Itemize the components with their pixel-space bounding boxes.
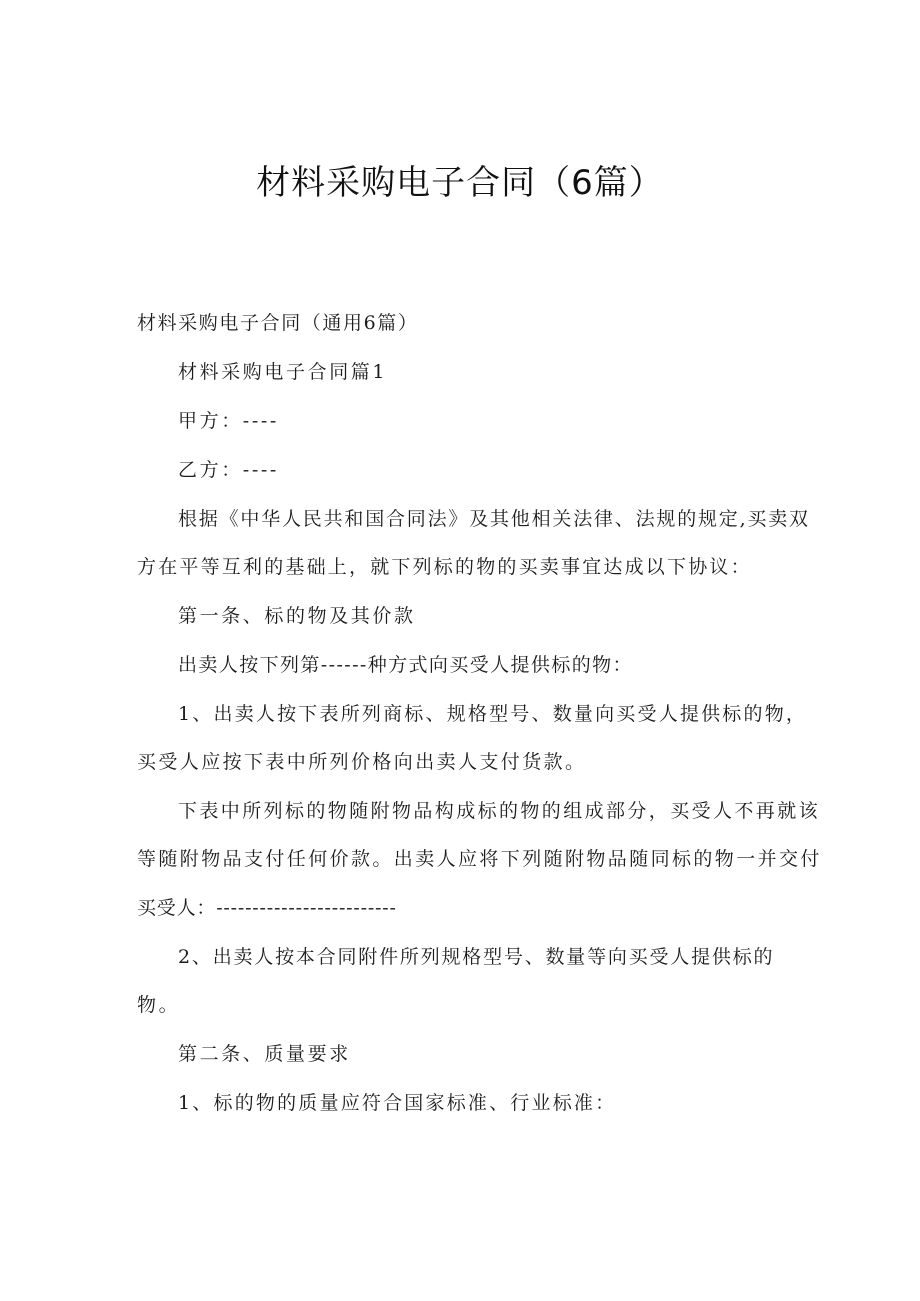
paragraph-line: 2、出卖人按本合同附件所列规格型号、数量等向买受人提供标的	[178, 946, 775, 968]
document-title: 材料采购电子合同（6篇）	[256, 163, 664, 203]
paragraph-line: 方在平等互利的基础上，就下列标的物的买卖事宜达成以下协议：	[137, 556, 752, 578]
paragraph-line: 1、出卖人按下表所列商标、规格型号、数量向买受人提供标的物，	[178, 703, 808, 725]
party-b-line: 乙方：----	[178, 459, 279, 481]
paragraph-line: 买受人应按下表中所列价格向出卖人支付货款。	[137, 751, 587, 773]
paragraph-line: 1、标的物的质量应符合国家标准、行业标准：	[178, 1092, 617, 1114]
paragraph-line: 买受人：-------------------------	[137, 897, 397, 919]
paragraph-line: 根据《中华人民共和国合同法》及其他相关法律、法规的规定,买卖双	[178, 508, 810, 530]
paragraph-line: 出卖人按下列第------种方式向买受人提供标的物：	[178, 654, 633, 676]
article-heading: 第二条、质量要求	[178, 1043, 351, 1065]
paragraph-line: 物。	[137, 994, 181, 1016]
subtitle-line: 材料采购电子合同（通用6篇）	[137, 312, 419, 334]
article-heading: 第一条、标的物及其价款	[178, 605, 416, 627]
party-a-line: 甲方：----	[178, 410, 279, 432]
section-heading: 材料采购电子合同篇1	[178, 361, 388, 383]
paragraph-line: 等随附物品支付任何价款。出卖人应将下列随附物品随同标的物一并交付	[137, 848, 822, 870]
paragraph-line: 下表中所列标的物随附物品构成标的物的组成部分，买受人不再就该	[178, 800, 821, 822]
